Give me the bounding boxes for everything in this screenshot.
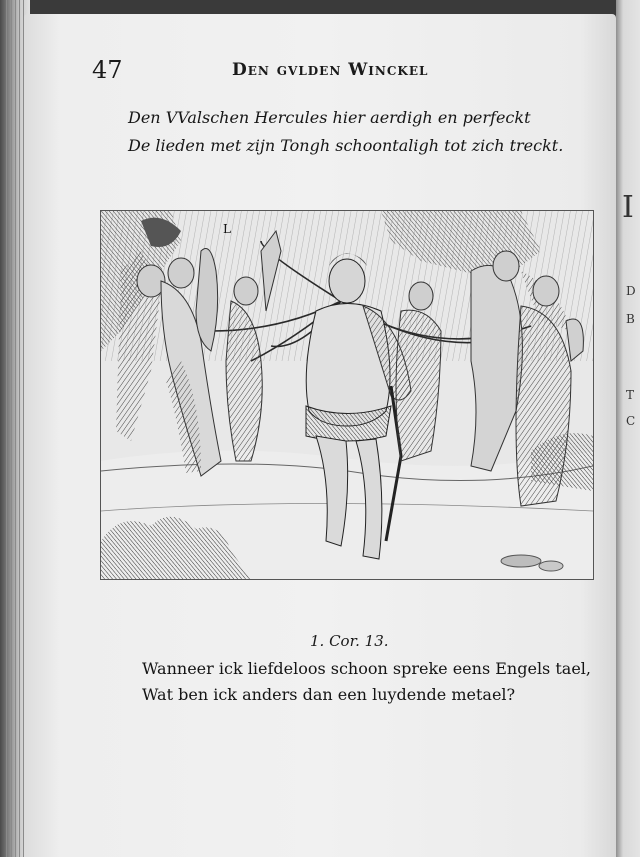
next-page-glyph: I bbox=[622, 190, 634, 225]
page-number: 47 bbox=[92, 56, 123, 84]
epigram-verse bbox=[142, 656, 591, 708]
verse-line-1: Wanneer ick liefdeloos schoon spreke eens Engels tael, bbox=[142, 659, 591, 678]
next-page-glyph: B bbox=[626, 312, 635, 326]
running-title: Den gvlden Winckel bbox=[232, 60, 429, 80]
motto bbox=[128, 104, 568, 160]
engraving-letter: L bbox=[223, 222, 231, 236]
next-page-glyph: T bbox=[626, 388, 635, 402]
next-page-glyph: D bbox=[626, 284, 636, 298]
bible-reference: 1. Cor. 13. bbox=[310, 632, 389, 650]
motto-line-2: De lieden met zijn Tongh schoontaligh tot zich treckt. bbox=[128, 136, 564, 155]
verse-line-2: Wat ben ick anders dan een luydende metael? bbox=[142, 685, 516, 704]
page-header bbox=[92, 52, 512, 92]
motto-line-1: Den VValschen Hercules hier aerdigh en perfeckt bbox=[128, 108, 531, 127]
engraving-plate bbox=[100, 210, 594, 580]
engraving-illustration bbox=[101, 211, 593, 579]
next-page-glyph: C bbox=[626, 414, 636, 428]
next-page-edge bbox=[616, 0, 640, 857]
